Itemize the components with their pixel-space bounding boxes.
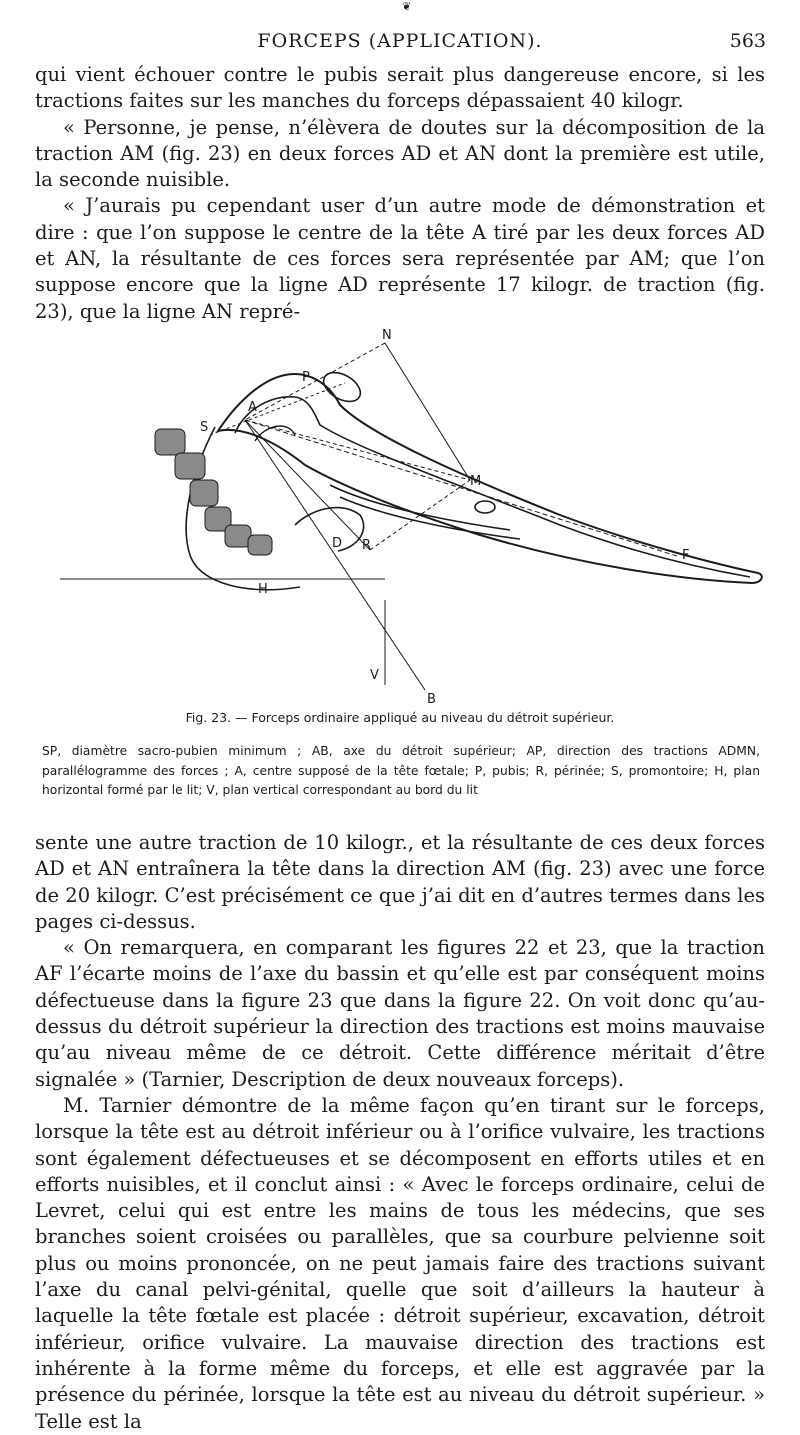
caption-legend-text: SP, diamètre sacro-pubien minimum ; AB, axe du détroit supérieur; AP, direction des tractions ADMN, parallélogramme des forces ; A, centre supposé de la tête fœtale; P, pubis; R, périnée; S, promontoire; H, plan horizontal formé par le lit; V, plan vertical correspondant au bord du lit <box>42 744 760 797</box>
line-N-M <box>385 343 470 480</box>
perineum-curve <box>295 508 364 551</box>
paragraph: « On remarquera, en comparant les figures 22 et 23, que la traction AF l’écarte moins de l’axe du bassin et qu’elle est par conséquent moins défectueuse dans la figure 23 que dans la figure 22. On voit donc qu’au-dessus du détroit supérieur la direction des tractions est moins mauvaise qu’au niveau même de ce détroit. Cette différence méritait d’être signalée » (Tarnier, Description de deux nouveaux forceps). <box>35 936 765 1091</box>
fig-label-A: A <box>248 400 257 415</box>
paragraph: « J’aurais pu cependant user d’un autre mode de démonstration et dire : que l’on suppose le centre de la tête A tiré par les deux forces AD et AN, la résultante de ces forces sera représentée par AM; que l’on suppose encore que la ligne AD représente 17 kilogr. de traction (fig. 23), que la ligne AN repré- <box>35 194 765 323</box>
pubis-shape <box>319 367 366 408</box>
head-center-mark <box>475 501 495 513</box>
running-head <box>32 30 768 56</box>
pelvis-outline <box>186 427 300 590</box>
text-block-bottom <box>35 830 765 1435</box>
fig-label-B: B <box>427 692 436 707</box>
paragraph: sente une autre traction de 10 kilogr., et la résultante de ces deux forces AD et AN entraînera la tête dans la direction AM (fig. 23) avec une force de 20 kilogr. C’est précisément ce que j’ai dit en d’autres termes dans les pages ci-dessus. <box>35 831 765 933</box>
axis-AB <box>245 420 425 690</box>
figure-caption-title: Fig. 23. — Forceps ordinaire appliqué au niveau du détroit supérieur. <box>185 710 615 725</box>
fig-label-M: M <box>470 474 482 489</box>
text-block-top <box>35 62 765 325</box>
running-title: FORCEPS (APPLICATION). <box>257 30 543 52</box>
fig-label-H: H <box>258 582 268 597</box>
fig-label-V: V <box>370 668 379 683</box>
paragraph: « Personne, je pense, n’élèvera de doutes sur la décomposition de la traction AM (fig. 23) en deux forces AD et AN dont la première est utile, la seconde nuisible. <box>35 115 765 192</box>
paragraph: M. Tarnier démontre de la même façon qu’en tirant sur le forceps, lorsque la tête est au détroit inférieur ou à l’orifice vulvaire, les tractions sont également défectueuses et se décomposent en efforts utiles et en efforts nuisibles, et il conclut ainsi : « Avec le forceps ordinaire, celui de Levret, celui qui est entre les mains de tous les médecins, que ses branches soient croisées ou parallèles, que sa courbure pelvienne soit plus ou moins prononcée, on ne peut jamais faire des tractions suivant l’axe du canal pelvi-génital, quelle que soit d’ailleurs la hauteur à laquelle la tête fœtale est placée : détroit supérieur, excavation, détroit inférieur, orifice vulvaire. La mauvaise direction des tractions est inhérente à la forme même du forceps, et elle est aggravée par la présence du périnée, lorsque la tête est au niveau du détroit supérieur. » Telle est la <box>35 1093 765 1433</box>
paragraph: qui vient échouer contre le pubis serait plus dangereuse encore, si les tractions faites sur les manches du forceps dépassaient 40 kilogr. <box>35 63 765 113</box>
fig-label-N: N <box>382 328 392 343</box>
fig-label-R: R <box>362 538 372 553</box>
figure-caption-legend <box>42 742 760 801</box>
sacrum-vertebrae <box>155 429 272 555</box>
fig-label-F: F <box>682 548 690 563</box>
fig-label-P: P <box>302 370 310 385</box>
page-number: 563 <box>729 30 766 52</box>
top-ornament: ❦ <box>402 0 412 13</box>
forceps-figure <box>40 325 770 715</box>
forceps-blade-outer <box>218 374 762 583</box>
fig-label-D: D <box>332 536 343 551</box>
fig-label-S: S <box>200 420 209 435</box>
forceps-shank-upper <box>330 485 510 530</box>
